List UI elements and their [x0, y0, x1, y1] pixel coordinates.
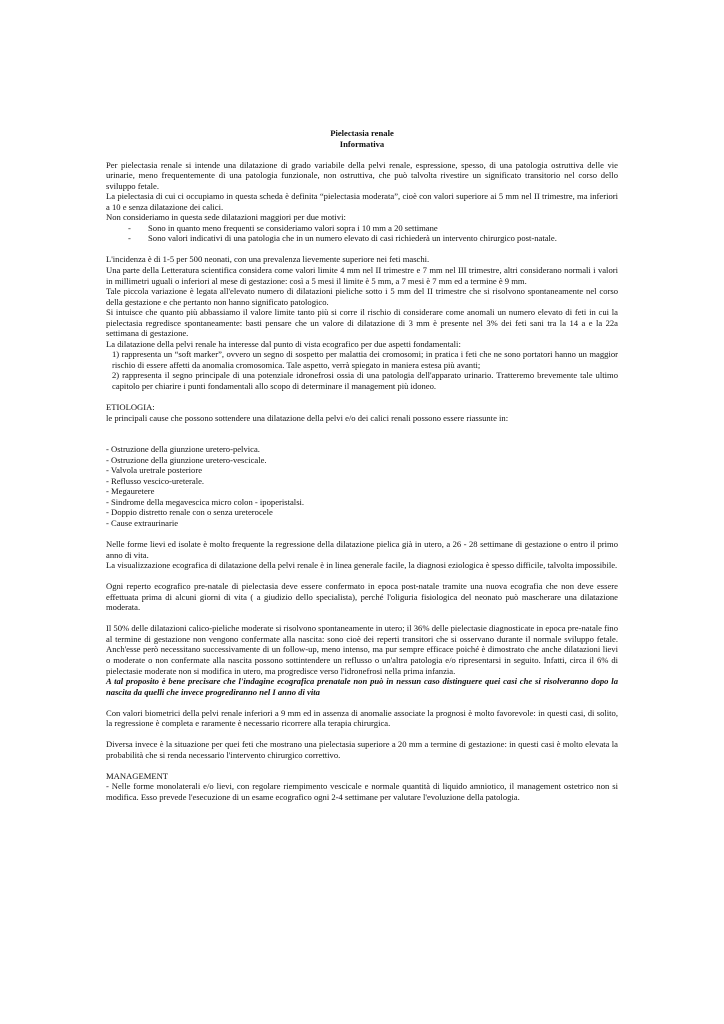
resolution-paragraph: Il 50% delle dilatazioni calico-pieliche moderate si risolvono spontaneamente in utero; il 36% delle pielectasie diagnosticate in epoca pre-natale fino al termine di gestazione non vengono confermate alla nascita: sono cioè dei reperti transitori che si osservano durante il normale sviluppo fetale. Anch'esse però necessitano successivamente di un follow-up, meno intenso, ma pur sempre efficace poiché è dimostrato che anche dilatazioni lievi o moderate o non confermate alla nascita possono sottintendere un reflusso o un'altra patologia e/o ripresentarsi in seguito. Infatti, circa il 6% di pielectasie moderate non si modifica in utero, ma progredisce verso l'idronefrosi nella prima infanzia.	[106, 623, 618, 676]
management-heading: MANAGEMENT	[106, 770, 169, 781]
document-title: Pielectasia renale	[330, 128, 394, 138]
list-item: - Sono valori indicativi di una patologia che in un numero elevato di casi richiederà un intervento chirurgico post-natale.	[128, 233, 557, 244]
etiology-heading: ETIOLOGIA:	[106, 402, 155, 413]
incidence-paragraph: Si intuisce che quanto più abbassiamo il valore limite tanto più si corre il rischio di considerare come anomali un numero elevato di feti in cui la pielectasia regredisce spontaneamente: basti pensare che un valore di dilatazione di 3 mm è presente nel 3% dei feti sani tra la 14 a e la 22a settimana di gestazione.	[106, 307, 618, 339]
list-item: - Ostruzione della giunzione uretero-pelvica.	[106, 444, 260, 455]
document-body	[106, 128, 618, 802]
management-paragraph: - Nelle forme monolaterali e/o lievi, con regolare riempimento vescicale e normale quantità di liquido amniotico, il management ostetrico non si modifica. Esso prevede l'esecuzione di un esame ecografico ogni 2-4 settimane per valutare l'evoluzione della patologia.	[106, 781, 618, 802]
list-item: - Doppio distretto renale con o senza ureterocele	[106, 507, 273, 518]
aspect-item: 1) rappresenta un “soft marker”, ovvero un segno di sospetto per malattia dei cromosomi; in pratica i feti che ne sono portatori hanno un maggior rischio di essere affetti da anomalia cromosomica. Tale aspetto, verrà spiegato in maniera estesa più avanti;	[112, 349, 618, 370]
list-item: - Sindrome della megavescica micro colon - ipoperistalsi.	[106, 496, 305, 507]
intro-paragraph: Per pielectasia renale si intende una dilatazione di grado variabile della pelvi renale, espressione, spesso, di una patologia ostruttiva delle vie urinarie, meno frequentemente di una patologia funzionale, non ostruttiva, che può talvolta rivestire un significato transitorio nel corso dello sviluppo fetale.	[106, 159, 618, 191]
intro-paragraph: Non consideriamo in questa sede dilatazioni maggiori per due motivi:	[106, 212, 346, 223]
etiology-intro: le principali cause che possono sottendere una dilatazione della pelvi e/o dei calici renali possono essere riassunte in:	[106, 412, 509, 423]
document-subtitle: Informativa	[339, 138, 385, 149]
aspect-item: 2) rappresenta il segno principale di una potenziale idronefrosi ossia di una patologia dell'apparato urinario. Tratteremo brevemente tale ultimo capitolo per chiarire i punti fondamentali allo scopo di determinare il management più idoneo.	[112, 370, 618, 392]
reasons-list	[106, 223, 618, 244]
list-item: - Sono in quanto meno frequenti se consideriamo valori sopra i 10 mm a 20 settimane	[128, 222, 438, 233]
incidence-paragraph: La dilatazione della pelvi renale ha interesse dal punto di vista ecografico per due aspetti fondamentali:	[106, 338, 461, 349]
incidence-paragraph: Tale piccola variazione è legata all'elevato numero di dilatazioni pieliche sotto i 5 mm del II trimestre che si risolvono spontaneamente nel corso della gestazione e che pertanto non hanno significato patologico.	[106, 286, 618, 307]
prognosis-bad-paragraph: Diversa invece è la situazione per quei feti che mostrano una pielectasia superiore a 20 mm a termine di gestazione: in questi casi è molto elevata la probabilità che si renda necessario l'intervento chirurgico correttivo.	[106, 739, 618, 760]
incidence-paragraph: L'incidenza è di 1-5 per 500 neonati, con una prevalenza lievemente superiore nei feti maschi.	[106, 254, 430, 265]
causes-list	[106, 444, 618, 528]
mild-forms-paragraph: Nelle forme lievi ed isolate è molto frequente la regressione della dilatazione pielica già in utero, a 26 - 28 settimane di gestazione o entro il primo anno di vita.	[106, 539, 618, 560]
emphasis-paragraph: A tal proposito è bene precisare che l'indagine ecografica prenatale non può in nessun caso distinguere quei casi che si risolveranno dopo la nascita da quelli che invece progrediranno nel I anno di vita	[106, 676, 618, 697]
list-item: - Megauretere	[106, 486, 155, 497]
list-item: - Ostruzione della giunzione uretero-vescicale.	[106, 454, 267, 465]
list-item: - Reflusso vescico-ureterale.	[106, 475, 205, 486]
prognosis-good-paragraph: Con valori biometrici della pelvi renale inferiori a 9 mm ed in assenza di anomalie associate la prognosi è molto favorevole: in questi casi, di solito, la regressione è completa e raramente è necessario ricorrere alla terapia chirurgica.	[106, 707, 618, 729]
confirmation-paragraph: Ogni reperto ecografico pre-natale di pielectasia deve essere confermato in epoca post-natale tramite una nuova ecografia che non deve essere effettuata prima di alcuni giorni di vita ( a giudizio dello specialista), perché l'oliguria fisiologica del neonato può mascherare una dilatazione moderata.	[106, 581, 618, 613]
incidence-paragraph: Una parte della Letteratura scientifica considera come valori limite 4 mm nel II trimestre e 7 mm nel III trimestre, altri considerano normali i valori in millimetri uguali o inferiori al mese di gestazione: così a 5 mesi il limite è 5 mm, a 7 mesi è 7 mm ed a termine è 9 mm.	[106, 265, 618, 286]
intro-paragraph: La pielectasia di cui ci occupiamo in questa scheda è definita “pielectasia moderata”, cioè con valori superiore ai 5 mm nel II trimestre, ma inferiori a 10 e senza dilatazione dei calici.	[106, 191, 618, 212]
mild-forms-paragraph: La visualizzazione ecografica di dilatazione della pelvi renale è in linea generale facile, la diagnosi eziologica è spesso difficile, talvolta impossibile.	[106, 560, 618, 571]
list-item: - Valvola uretrale posteriore	[106, 465, 203, 476]
list-item: - Cause extraurinarie	[106, 518, 179, 528]
